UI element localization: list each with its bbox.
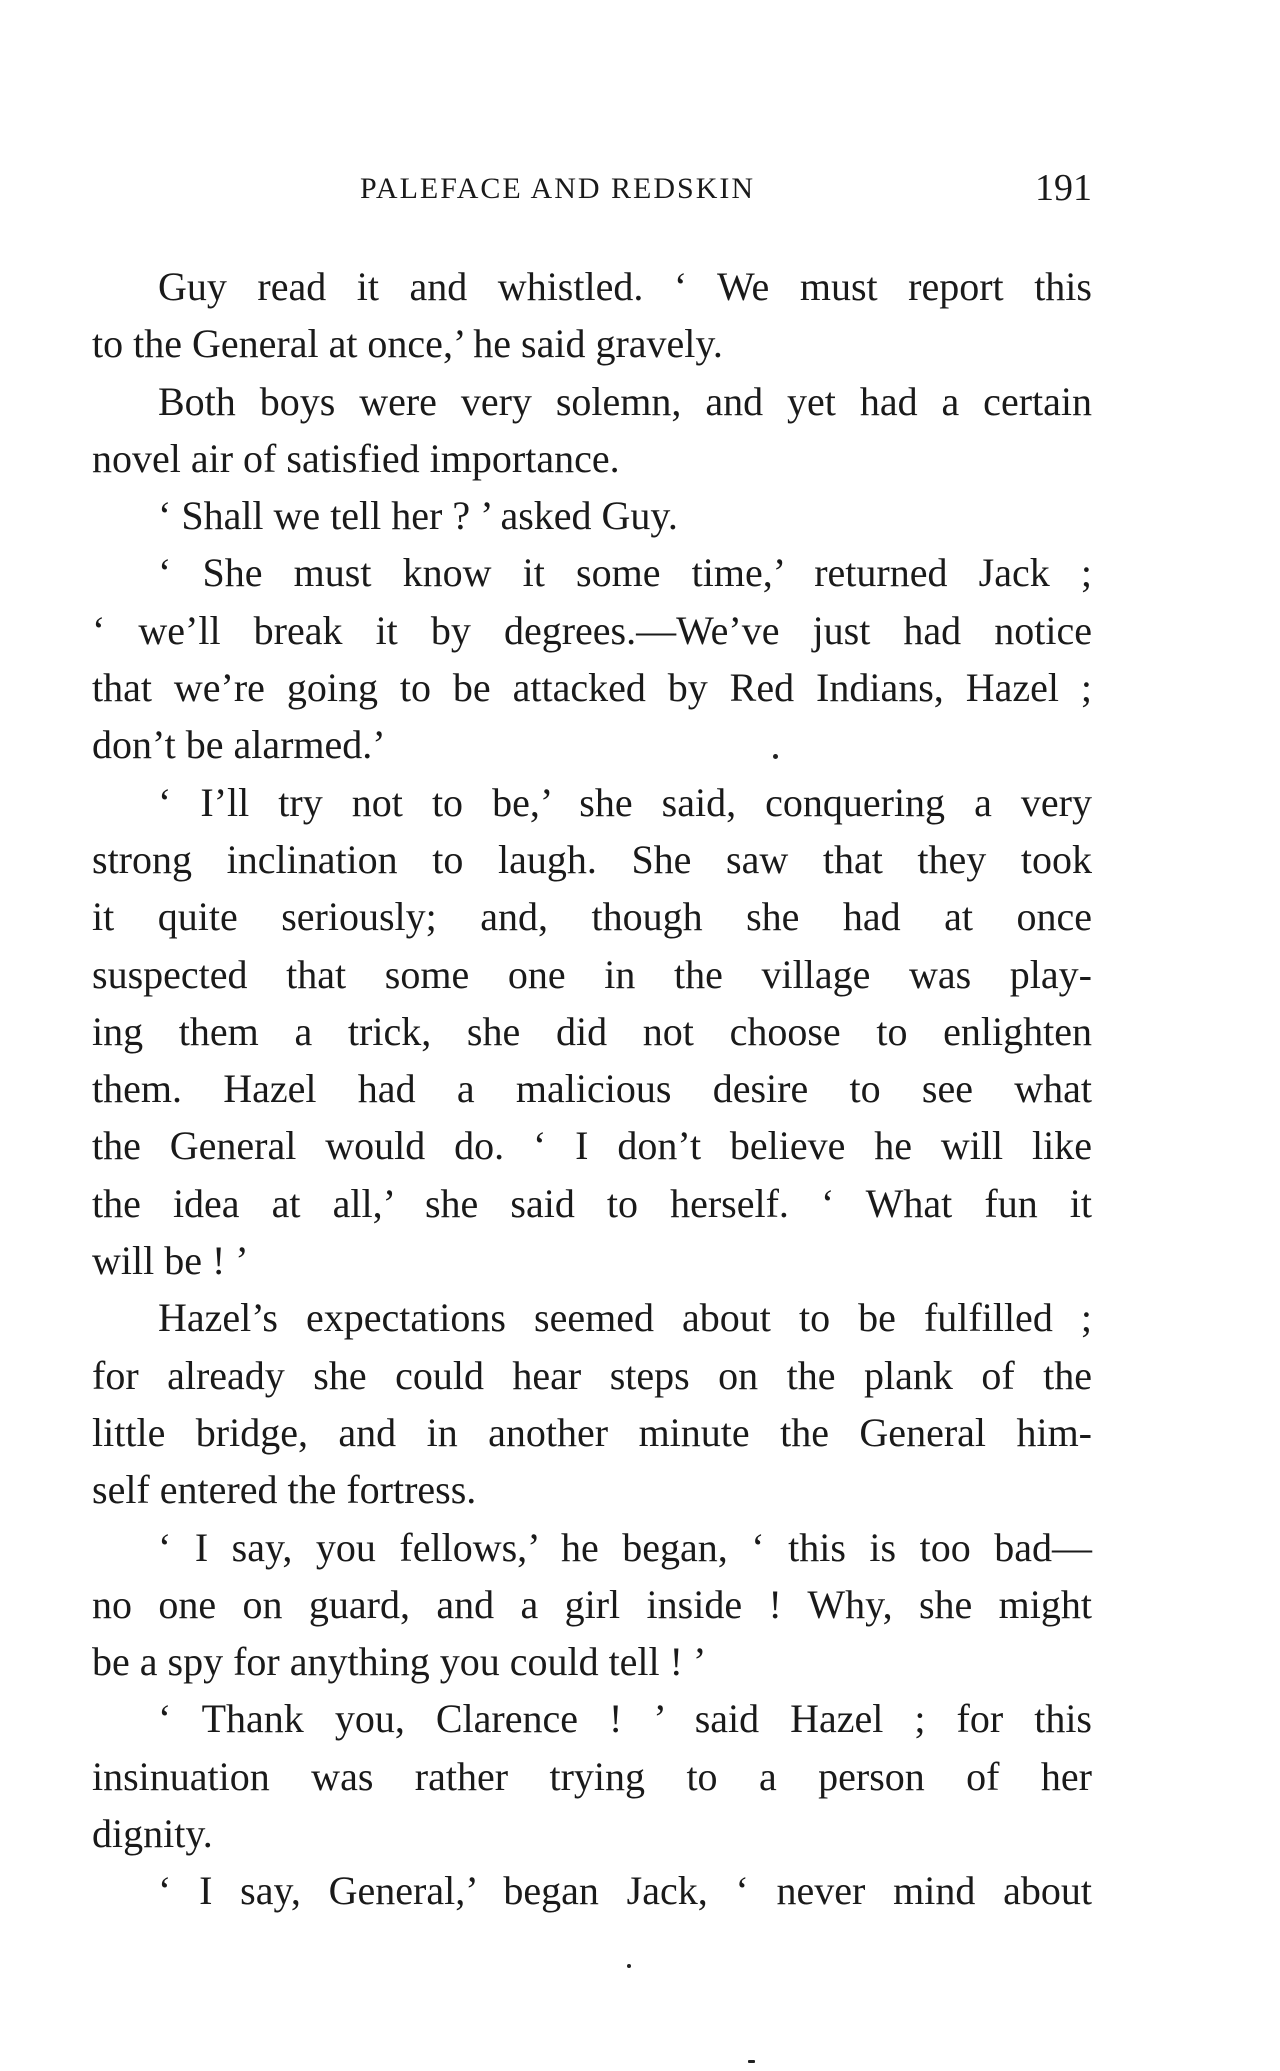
text-line: ‘ I say, General,’ began Jack, ‘ never mind about (158, 1868, 1092, 1914)
text-line: be a spy for anything you could tell ! ’ (92, 1639, 707, 1685)
text-line: no one on guard, and a girl inside ! Why, she might (92, 1581, 1092, 1627)
print-speck (773, 754, 778, 759)
text-line: ‘ I say, you fellows,’ he began, ‘ this is too bad— (158, 1524, 1092, 1570)
print-speck (748, 2060, 755, 2063)
text-line: self entered the fortress. (92, 1467, 477, 1513)
paragraph (92, 373, 1092, 488)
paragraph (92, 774, 1092, 1290)
body-text (92, 258, 1092, 1920)
text-line: Both boys were very solemn, and yet had a certain (158, 378, 1092, 424)
text-line: it quite seriously; and, though she had at once (92, 894, 1092, 940)
text-line: them. Hazel had a malicious desire to see what (92, 1066, 1092, 1112)
text-line: for already she could hear steps on the plank of the (92, 1352, 1092, 1398)
text-line: suspected that some one in the village was play- (92, 951, 1092, 997)
text-line: ‘ we’ll break it by degrees.—We’ve just had notice (92, 607, 1092, 653)
text-line: Hazel’s expectations seemed about to be fulfilled ; (158, 1295, 1092, 1341)
text-line: novel air of satisfied importance. (92, 435, 620, 481)
page-number: 191 (1035, 167, 1092, 209)
running-head-title: PALEFACE AND REDSKIN (360, 172, 756, 205)
paragraph (92, 487, 1092, 544)
text-line: will be ! ’ (92, 1238, 249, 1284)
text-line: ‘ I’ll try not to be,’ she said, conquering a very (158, 779, 1092, 825)
paragraph (92, 1690, 1092, 1862)
text-line: ‘ Thank you, Clarence ! ’ said Hazel ; for this (158, 1696, 1092, 1742)
print-speck (627, 1964, 631, 1968)
text-line: ing them a trick, she did not choose to enlighten (92, 1008, 1092, 1054)
paragraph (92, 1862, 1092, 1919)
paragraph (92, 258, 1092, 373)
paragraph (92, 544, 1092, 773)
text-line: ‘ She must know it some time,’ returned Jack ; (158, 550, 1092, 596)
text-line: dignity. (92, 1811, 213, 1857)
text-line: little bridge, and in another minute the General him- (92, 1409, 1092, 1455)
paragraph (92, 1519, 1092, 1691)
text-line: the General would do. ‘ I don’t believe he will like (92, 1123, 1092, 1169)
text-line: that we’re going to be attacked by Red Indians, Hazel ; (92, 665, 1092, 711)
text-line: the idea at all,’ she said to herself. ‘ What fun it (92, 1180, 1092, 1226)
text-line: strong inclination to laugh. She saw that they took (92, 836, 1092, 882)
text-line: don’t be alarmed.’ (92, 722, 386, 768)
running-head (92, 167, 1092, 218)
text-line: Guy read it and whistled. ‘ We must report this (158, 264, 1092, 309)
paragraph (92, 1289, 1092, 1518)
text-line: ‘ Shall we tell her ? ’ asked Guy. (158, 493, 678, 539)
text-line: insinuation was rather trying to a person of her (92, 1753, 1092, 1799)
text-line: to the General at once,’ he said gravely. (92, 321, 723, 367)
